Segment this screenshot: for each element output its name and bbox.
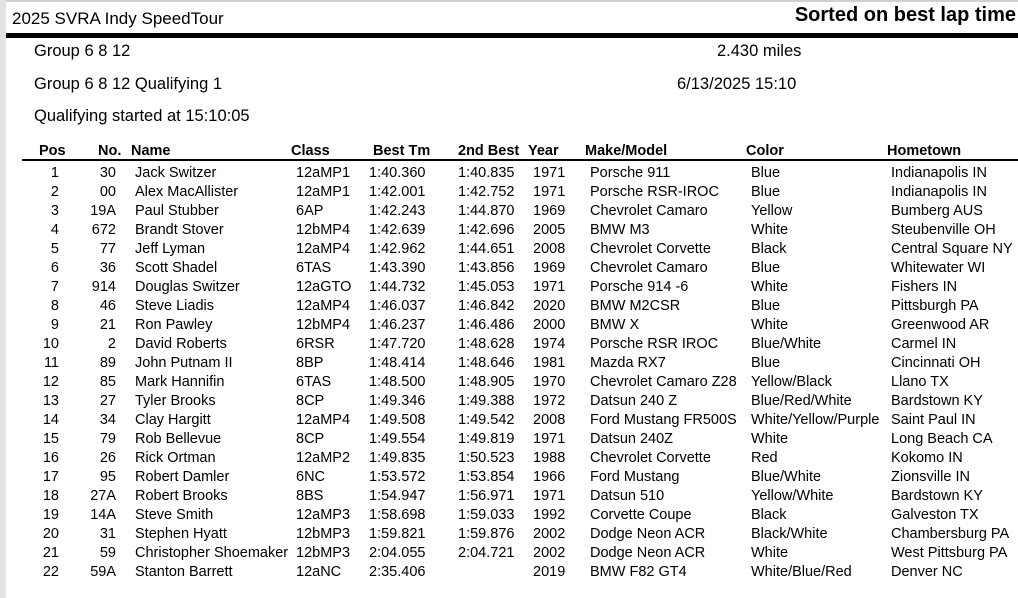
cell-name: Mark Hannifin bbox=[135, 374, 225, 390]
cell-name: Steve Smith bbox=[135, 507, 214, 523]
cell-class: 6NC bbox=[296, 469, 326, 485]
qualifying-start: Qualifying started at 15:10:05 bbox=[34, 107, 250, 125]
cell-color: Yellow bbox=[751, 203, 793, 219]
cell-second: 1:48.628 bbox=[458, 336, 515, 352]
table-row bbox=[0, 165, 1018, 184]
cell-no: 26 bbox=[99, 450, 116, 466]
cell-hometown: Whitewater WI bbox=[891, 260, 986, 276]
cell-no: 21 bbox=[99, 317, 116, 333]
cell-make: Chevrolet Camaro bbox=[590, 260, 708, 276]
cell-class: 12aMP4 bbox=[296, 298, 351, 314]
cell-pos: 7 bbox=[50, 279, 59, 295]
cell-pos: 13 bbox=[42, 393, 59, 409]
cell-make: Porsche RSR IROC bbox=[590, 336, 719, 352]
cell-year: 1972 bbox=[533, 393, 566, 409]
cell-best: 1:49.835 bbox=[369, 450, 426, 466]
cell-best: 1:42.001 bbox=[369, 184, 426, 200]
cell-no: 34 bbox=[99, 412, 116, 428]
cell-class: 12aGTO bbox=[296, 279, 352, 295]
cell-class: 6AP bbox=[296, 203, 324, 219]
cell-no: 672 bbox=[91, 222, 116, 238]
cell-color: White/Blue/Red bbox=[751, 564, 852, 580]
cell-color: Yellow/Black bbox=[751, 374, 832, 390]
cell-color: Blue bbox=[751, 355, 781, 371]
cell-second: 1:46.842 bbox=[458, 298, 515, 314]
cell-second: 1:42.752 bbox=[458, 184, 515, 200]
cell-color: White bbox=[751, 279, 789, 295]
cell-color: Blue bbox=[751, 165, 781, 181]
cell-pos: 8 bbox=[50, 298, 59, 314]
cell-second: 1:49.542 bbox=[458, 412, 515, 428]
cell-second: 1:59.876 bbox=[458, 526, 515, 542]
table-row bbox=[0, 469, 1018, 488]
cell-color: Red bbox=[751, 450, 778, 466]
cell-make: Chevrolet Corvette bbox=[590, 241, 711, 257]
cell-hometown: Zionsville IN bbox=[891, 469, 970, 485]
cell-hometown: Central Square NY bbox=[891, 241, 1013, 257]
cell-second: 1:56.971 bbox=[458, 488, 515, 504]
cell-pos: 2 bbox=[50, 184, 59, 200]
col-hometown: Hometown bbox=[887, 143, 962, 159]
cell-second: 1:44.870 bbox=[458, 203, 515, 219]
col-pos: Pos bbox=[39, 143, 66, 159]
cell-class: 12bMP4 bbox=[296, 317, 351, 333]
cell-best: 1:58.698 bbox=[369, 507, 426, 523]
cell-year: 1971 bbox=[533, 184, 566, 200]
cell-make: Porsche 914 -6 bbox=[590, 279, 689, 295]
col-make: Make/Model bbox=[585, 143, 668, 159]
table-row bbox=[0, 526, 1018, 545]
col-year: Year bbox=[528, 143, 559, 159]
cell-class: 12aMP4 bbox=[296, 241, 351, 257]
cell-make: Dodge Neon ACR bbox=[590, 526, 706, 542]
cell-no: 36 bbox=[99, 260, 116, 276]
cell-year: 2008 bbox=[533, 412, 566, 428]
cell-class: 8CP bbox=[296, 431, 325, 447]
cell-best: 1:59.821 bbox=[369, 526, 426, 542]
cell-hometown: Carmel IN bbox=[891, 336, 957, 352]
cell-no: 79 bbox=[99, 431, 116, 447]
cell-name: Scott Shadel bbox=[135, 260, 218, 276]
cell-best: 1:42.639 bbox=[369, 222, 426, 238]
cell-best: 1:46.037 bbox=[369, 298, 426, 314]
cell-name: Rob Bellevue bbox=[135, 431, 222, 447]
cell-pos: 18 bbox=[42, 488, 59, 504]
cell-year: 2008 bbox=[533, 241, 566, 257]
cell-no: 27A bbox=[90, 488, 116, 504]
cell-name: Clay Hargitt bbox=[135, 412, 211, 428]
cell-name: John Putnam II bbox=[135, 355, 233, 371]
cell-pos: 21 bbox=[42, 545, 59, 561]
cell-hometown: Bardstown KY bbox=[891, 488, 983, 504]
cell-name: Robert Brooks bbox=[135, 488, 228, 504]
cell-name: Jack Switzer bbox=[135, 165, 217, 181]
table-row bbox=[0, 450, 1018, 469]
cell-best: 2:04.055 bbox=[369, 545, 426, 561]
cell-hometown: Pittsburgh PA bbox=[891, 298, 979, 314]
cell-make: BMW X bbox=[590, 317, 640, 333]
table-row bbox=[0, 317, 1018, 336]
cell-year: 1971 bbox=[533, 279, 566, 295]
cell-color: White bbox=[751, 317, 789, 333]
cell-second: 1:53.854 bbox=[458, 469, 515, 485]
session-name: Group 6 8 12 Qualifying 1 bbox=[34, 75, 223, 93]
event-title: 2025 SVRA Indy SpeedTour bbox=[12, 9, 224, 28]
session-datetime: 6/13/2025 15:10 bbox=[677, 75, 797, 93]
cell-color: Blue bbox=[751, 298, 781, 314]
table-row bbox=[0, 336, 1018, 355]
cell-make: BMW M2CSR bbox=[590, 298, 681, 314]
cell-make: Corvette Coupe bbox=[590, 507, 692, 523]
cell-hometown: Saint Paul IN bbox=[891, 412, 976, 428]
cell-make: BMW F82 GT4 bbox=[590, 564, 687, 580]
cell-second: 1:48.646 bbox=[458, 355, 515, 371]
cell-name: Alex MacAllister bbox=[135, 184, 239, 200]
table-row bbox=[0, 545, 1018, 564]
cell-year: 1970 bbox=[533, 374, 566, 390]
cell-color: White/Yellow/Purple bbox=[751, 412, 880, 428]
cell-year: 2020 bbox=[533, 298, 566, 314]
cell-hometown: Bumberg AUS bbox=[891, 203, 983, 219]
cell-pos: 6 bbox=[50, 260, 59, 276]
table-row bbox=[0, 222, 1018, 241]
cell-hometown: Greenwood AR bbox=[891, 317, 990, 333]
cell-year: 1992 bbox=[533, 507, 566, 523]
cell-year: 1981 bbox=[533, 355, 566, 371]
cell-hometown: West Pittsburg PA bbox=[891, 545, 1008, 561]
cell-hometown: Galveston TX bbox=[891, 507, 979, 523]
cell-name: Robert Damler bbox=[135, 469, 230, 485]
cell-class: 8BS bbox=[296, 488, 324, 504]
cell-no: 59A bbox=[90, 564, 116, 580]
cell-pos: 11 bbox=[43, 355, 59, 371]
cell-no: 95 bbox=[99, 469, 116, 485]
cell-name: Tyler Brooks bbox=[135, 393, 216, 409]
cell-pos: 17 bbox=[42, 469, 59, 485]
cell-color: Blue bbox=[751, 184, 781, 200]
cell-hometown: Kokomo IN bbox=[891, 450, 963, 466]
table-row bbox=[0, 431, 1018, 450]
cell-year: 1971 bbox=[533, 165, 566, 181]
cell-best: 1:43.390 bbox=[369, 260, 426, 276]
cell-pos: 3 bbox=[50, 203, 59, 219]
cell-second: 1:48.905 bbox=[458, 374, 515, 390]
table-row bbox=[0, 393, 1018, 412]
cell-no: 00 bbox=[99, 184, 116, 200]
col-second: 2nd Best bbox=[458, 143, 520, 159]
cell-make: Dodge Neon ACR bbox=[590, 545, 706, 561]
cell-name: Ron Pawley bbox=[135, 317, 213, 333]
cell-second: 1:49.819 bbox=[458, 431, 515, 447]
cell-year: 1971 bbox=[533, 431, 566, 447]
cell-pos: 22 bbox=[42, 564, 59, 580]
cell-year: 2000 bbox=[533, 317, 566, 333]
cell-color: Black/White bbox=[751, 526, 828, 542]
cell-best: 1:53.572 bbox=[369, 469, 426, 485]
cell-hometown: Long Beach CA bbox=[891, 431, 993, 447]
cell-make: Mazda RX7 bbox=[590, 355, 666, 371]
cell-color: Blue/White bbox=[751, 469, 822, 485]
cell-class: 12bMP3 bbox=[296, 526, 351, 542]
cell-class: 6TAS bbox=[296, 260, 332, 276]
cell-no: 27 bbox=[99, 393, 116, 409]
cell-second: 1:49.388 bbox=[458, 393, 515, 409]
cell-no: 89 bbox=[99, 355, 116, 371]
cell-hometown: Indianapolis IN bbox=[891, 165, 987, 181]
cell-class: 12aMP1 bbox=[296, 184, 351, 200]
cell-make: Datsun 240Z bbox=[590, 431, 674, 447]
cell-year: 1969 bbox=[533, 260, 566, 276]
cell-make: Chevrolet Camaro bbox=[590, 203, 708, 219]
cell-pos: 5 bbox=[50, 241, 59, 257]
cell-second: 1:43.856 bbox=[458, 260, 515, 276]
cell-color: White bbox=[751, 431, 789, 447]
cell-class: 12aMP3 bbox=[296, 507, 351, 523]
cell-name: Jeff Lyman bbox=[135, 241, 206, 257]
cell-no: 2 bbox=[107, 336, 116, 352]
cell-make: Datsun 240 Z bbox=[590, 393, 678, 409]
table-row bbox=[0, 355, 1018, 374]
table-row bbox=[0, 374, 1018, 393]
cell-best: 1:49.346 bbox=[369, 393, 426, 409]
cell-name: Christopher Shoemaker bbox=[135, 545, 289, 561]
cell-class: 6TAS bbox=[296, 374, 332, 390]
col-no: No. bbox=[98, 143, 122, 159]
cell-name: Rick Ortman bbox=[135, 450, 216, 466]
cell-pos: 10 bbox=[42, 336, 59, 352]
cell-color: Blue/Red/White bbox=[751, 393, 852, 409]
cell-color: Blue bbox=[751, 260, 781, 276]
cell-best: 1:40.360 bbox=[369, 165, 426, 181]
track-distance: 2.430 miles bbox=[717, 42, 802, 60]
cell-name: Stephen Hyatt bbox=[135, 526, 227, 542]
cell-year: 1966 bbox=[533, 469, 566, 485]
cell-make: Ford Mustang FR500S bbox=[590, 412, 737, 428]
sort-label: Sorted on best lap time bbox=[794, 4, 1016, 26]
cell-name: Stanton Barrett bbox=[135, 564, 233, 580]
cell-pos: 16 bbox=[42, 450, 59, 466]
cell-pos: 9 bbox=[50, 317, 59, 333]
cell-class: 8CP bbox=[296, 393, 325, 409]
table-row bbox=[0, 184, 1018, 203]
cell-best: 1:42.243 bbox=[369, 203, 426, 219]
cell-hometown: Steubenville OH bbox=[891, 222, 996, 238]
cell-hometown: Fishers IN bbox=[891, 279, 958, 295]
cell-make: Chevrolet Camaro Z28 bbox=[590, 374, 737, 390]
cell-best: 2:35.406 bbox=[369, 564, 426, 580]
cell-class: 12aNC bbox=[296, 564, 342, 580]
cell-pos: 12 bbox=[42, 374, 59, 390]
cell-no: 31 bbox=[99, 526, 116, 542]
cell-name: Douglas Switzer bbox=[135, 279, 240, 295]
top-border bbox=[6, 0, 1018, 2]
col-class: Class bbox=[291, 143, 330, 159]
cell-second: 1:45.053 bbox=[458, 279, 515, 295]
cell-hometown: Denver NC bbox=[891, 564, 963, 580]
table-row bbox=[0, 564, 1018, 583]
cell-second: 1:59.033 bbox=[458, 507, 515, 523]
cell-no: 46 bbox=[99, 298, 116, 314]
table-row bbox=[0, 488, 1018, 507]
col-name: Name bbox=[131, 143, 171, 159]
cell-no: 914 bbox=[91, 279, 116, 295]
cell-color: Blue/White bbox=[751, 336, 822, 352]
table-row bbox=[0, 260, 1018, 279]
cell-year: 2005 bbox=[533, 222, 566, 238]
cell-color: Black bbox=[751, 241, 787, 257]
cell-color: Black bbox=[751, 507, 787, 523]
cell-name: Brandt Stover bbox=[135, 222, 224, 238]
cell-class: 12bMP4 bbox=[296, 222, 351, 238]
cell-color: White bbox=[751, 545, 789, 561]
cell-best: 1:49.554 bbox=[369, 431, 426, 447]
cell-no: 14A bbox=[90, 507, 116, 523]
cell-best: 1:48.500 bbox=[369, 374, 426, 390]
cell-pos: 1 bbox=[50, 165, 59, 181]
cell-year: 1971 bbox=[533, 488, 566, 504]
cell-hometown: Indianapolis IN bbox=[891, 184, 987, 200]
cell-no: 30 bbox=[99, 165, 116, 181]
cell-second: 1:50.523 bbox=[458, 450, 515, 466]
cell-hometown: Bardstown KY bbox=[891, 393, 983, 409]
cell-color: White bbox=[751, 222, 789, 238]
cell-pos: 15 bbox=[42, 431, 59, 447]
header-divider bbox=[6, 33, 1018, 38]
cell-year: 2002 bbox=[533, 545, 566, 561]
table-row bbox=[0, 241, 1018, 260]
cell-class: 6RSR bbox=[296, 336, 335, 352]
cell-best: 1:46.237 bbox=[369, 317, 426, 333]
cell-pos: 20 bbox=[42, 526, 59, 542]
cell-class: 12aMP2 bbox=[296, 450, 351, 466]
cell-no: 59 bbox=[99, 545, 116, 561]
cell-year: 1969 bbox=[533, 203, 566, 219]
cell-color: Yellow/White bbox=[751, 488, 834, 504]
cell-make: Porsche 911 bbox=[590, 165, 671, 181]
column-header-rule bbox=[22, 159, 1018, 161]
cell-class: 12aMP4 bbox=[296, 412, 351, 428]
cell-second: 2:04.721 bbox=[458, 545, 515, 561]
group-label: Group 6 8 12 bbox=[34, 42, 131, 60]
cell-best: 1:48.414 bbox=[369, 355, 426, 371]
table-row bbox=[0, 279, 1018, 298]
cell-class: 12aMP1 bbox=[296, 165, 351, 181]
cell-second: 1:42.696 bbox=[458, 222, 515, 238]
cell-name: Paul Stubber bbox=[135, 203, 219, 219]
cell-no: 19A bbox=[90, 203, 116, 219]
col-color: Color bbox=[746, 143, 784, 159]
cell-name: Steve Liadis bbox=[135, 298, 214, 314]
cell-best: 1:44.732 bbox=[369, 279, 426, 295]
cell-pos: 14 bbox=[42, 412, 59, 428]
cell-pos: 19 bbox=[42, 507, 59, 523]
cell-year: 1974 bbox=[533, 336, 566, 352]
cell-no: 77 bbox=[99, 241, 116, 257]
cell-best: 1:49.508 bbox=[369, 412, 426, 428]
table-row bbox=[0, 203, 1018, 222]
cell-hometown: Cincinnati OH bbox=[891, 355, 981, 371]
cell-year: 2002 bbox=[533, 526, 566, 542]
cell-second: 1:40.835 bbox=[458, 165, 515, 181]
cell-no: 85 bbox=[99, 374, 116, 390]
col-best: Best Tm bbox=[373, 143, 431, 159]
cell-year: 1988 bbox=[533, 450, 566, 466]
cell-hometown: Llano TX bbox=[891, 374, 949, 390]
cell-best: 1:47.720 bbox=[369, 336, 426, 352]
cell-pos: 4 bbox=[50, 222, 59, 238]
cell-class: 8BP bbox=[296, 355, 324, 371]
cell-make: BMW M3 bbox=[590, 222, 650, 238]
cell-year: 2019 bbox=[533, 564, 566, 580]
cell-best: 1:54.947 bbox=[369, 488, 426, 504]
cell-second: 1:46.486 bbox=[458, 317, 515, 333]
cell-class: 12bMP3 bbox=[296, 545, 351, 561]
cell-second: 1:44.651 bbox=[458, 241, 515, 257]
cell-make: Datsun 510 bbox=[590, 488, 665, 504]
cell-make: Chevrolet Corvette bbox=[590, 450, 711, 466]
cell-name: David Roberts bbox=[135, 336, 227, 352]
table-row bbox=[0, 412, 1018, 431]
table-row bbox=[0, 298, 1018, 317]
cell-make: Ford Mustang bbox=[590, 469, 680, 485]
cell-make: Porsche RSR-IROC bbox=[590, 184, 719, 200]
table-row bbox=[0, 507, 1018, 526]
cell-hometown: Chambersburg PA bbox=[891, 526, 1010, 542]
cell-best: 1:42.962 bbox=[369, 241, 426, 257]
